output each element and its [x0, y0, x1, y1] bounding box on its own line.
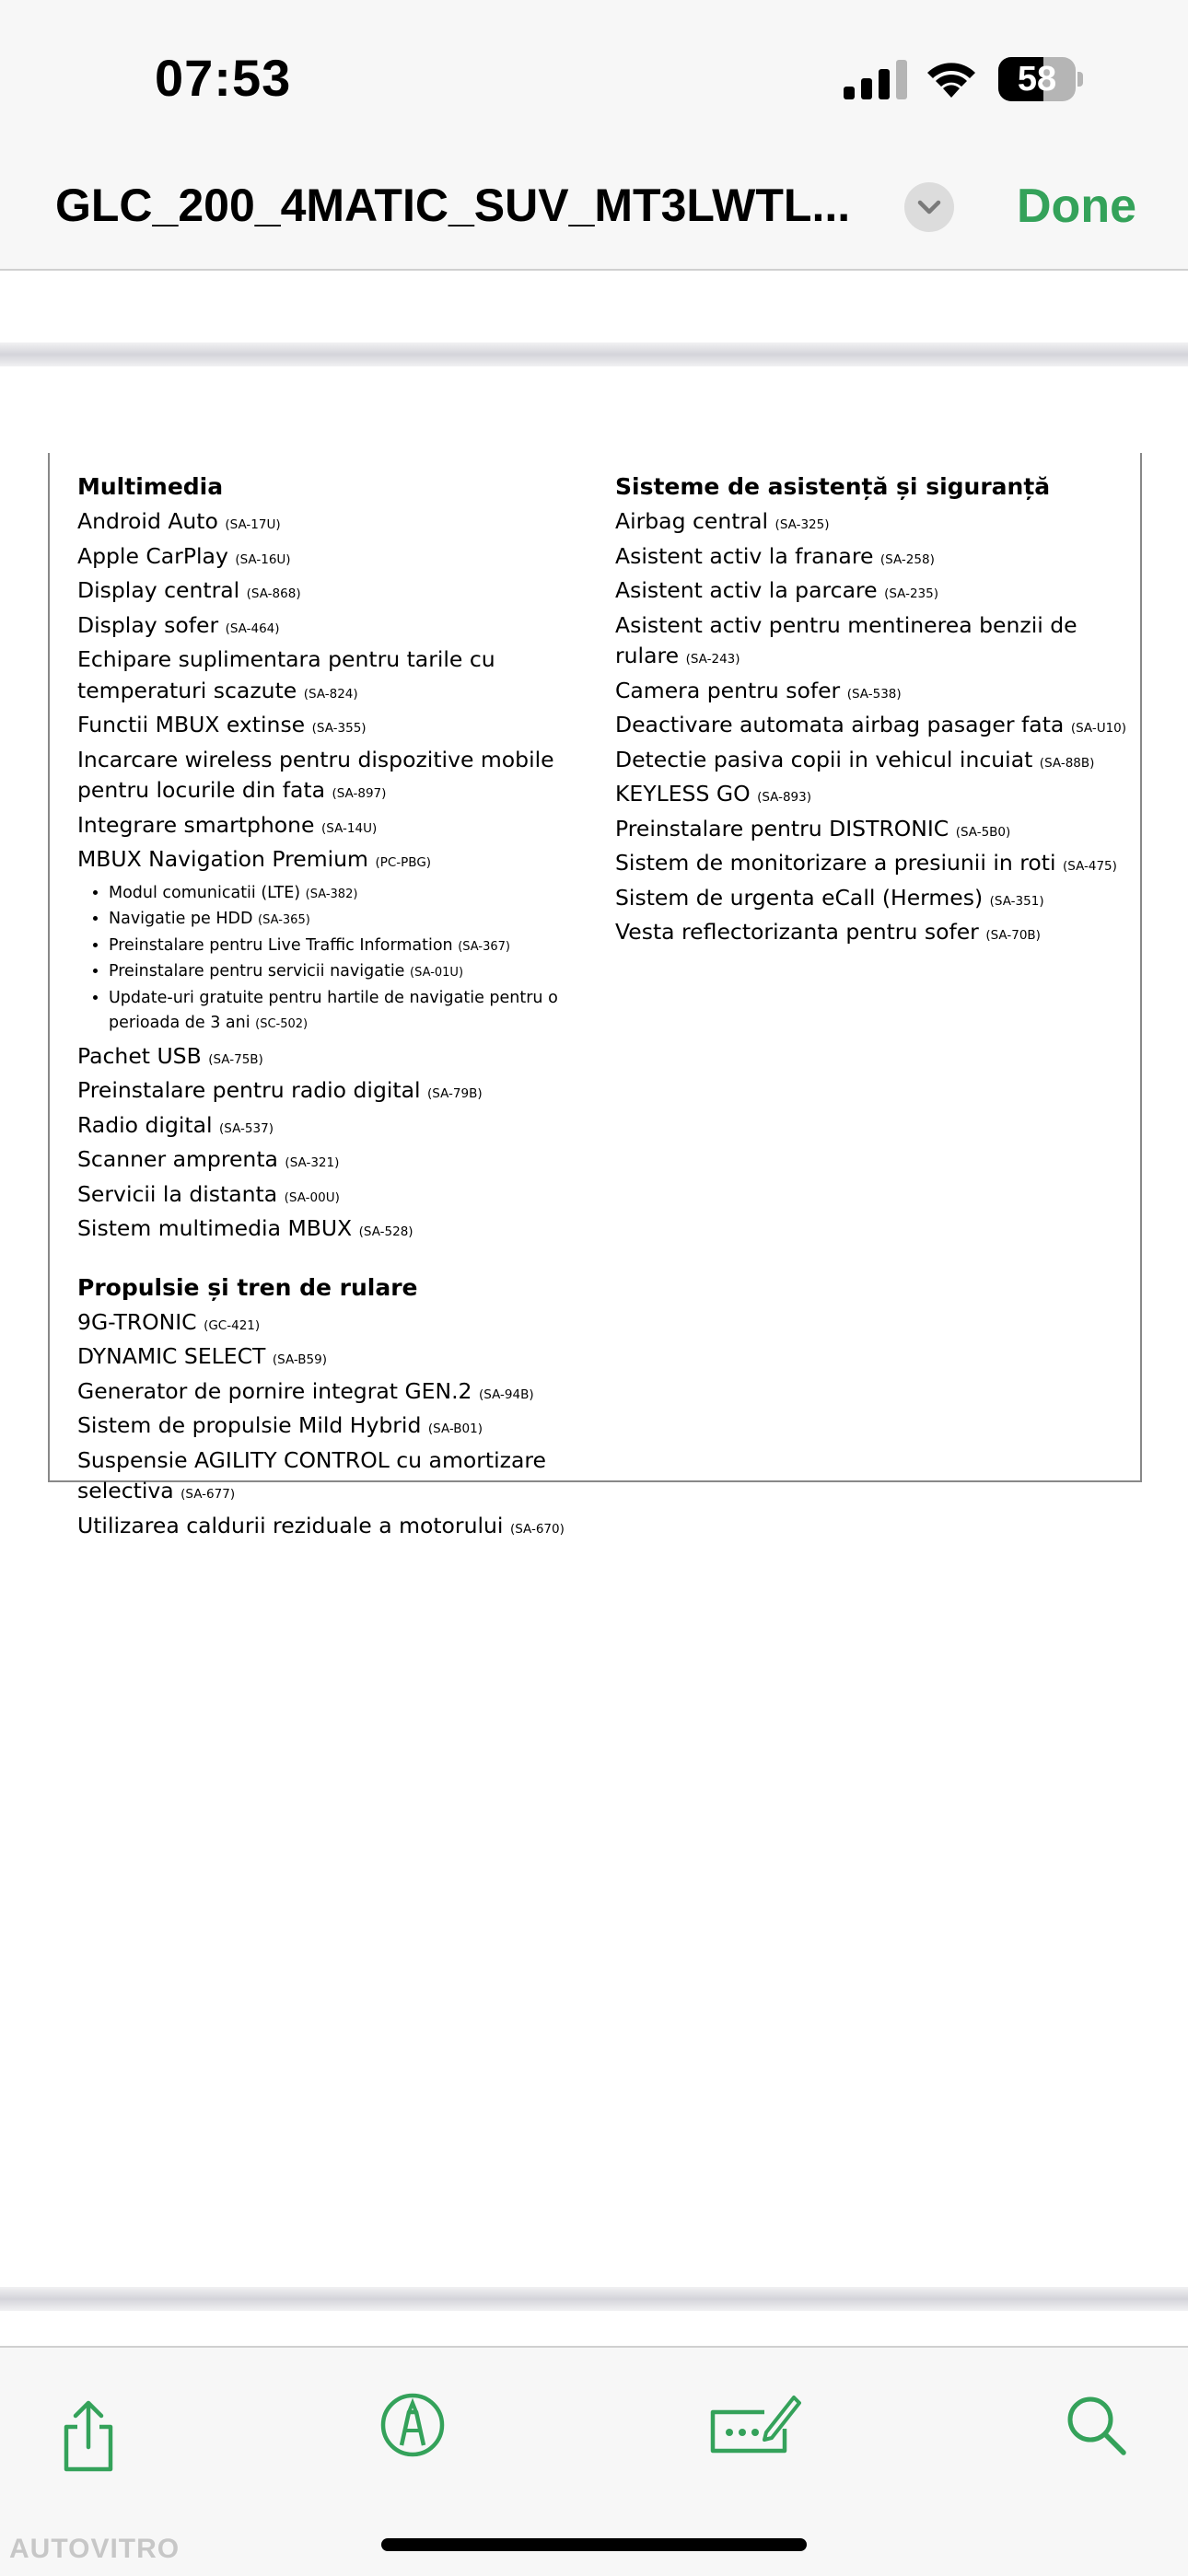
- sub-option-code: (SA-367): [458, 939, 510, 954]
- option-item: [615, 506, 1131, 541]
- option-name: Sistem de monitorizare a presiunii in roti: [615, 850, 1056, 876]
- option-item: [77, 1213, 621, 1248]
- option-item: [77, 1307, 621, 1342]
- option-name: DYNAMIC SELECT: [77, 1343, 266, 1369]
- option-code: (SA-243): [685, 652, 740, 667]
- done-button[interactable]: Done: [1017, 180, 1136, 233]
- siguranta-list: [615, 506, 1131, 952]
- option-name: Utilizarea caldurii reziduale a motorului: [77, 1512, 504, 1538]
- chevron-down-icon: [904, 182, 954, 232]
- sub-option-name: Navigatie pe HDD: [109, 910, 253, 928]
- sub-option-item: [109, 881, 621, 908]
- option-name: Functii MBUX extinse: [77, 712, 306, 737]
- share-icon[interactable]: [59, 2399, 118, 2473]
- option-name: Servicii la distanta: [77, 1180, 278, 1207]
- section-title-propulsie: Propulsie și tren de rulare: [77, 1273, 418, 1301]
- document-title[interactable]: GLC_200_4MATIC_SUV_MT3LWTL...: [55, 180, 851, 231]
- option-item: [615, 779, 1131, 814]
- option-name: Generator de pornire integrat GEN.2: [77, 1377, 472, 1404]
- sub-option-name: Modul comunicatii (LTE): [109, 883, 301, 902]
- option-code: (SA-325): [775, 517, 830, 532]
- option-name: Sistem de propulsie Mild Hybrid: [77, 1412, 422, 1438]
- status-bar: [0, 0, 1188, 147]
- navigation-sublist: [77, 881, 621, 1038]
- option-name: Display sofer: [77, 611, 219, 638]
- option-code: (SA-16U): [235, 551, 291, 567]
- option-code: (SA-893): [757, 790, 811, 805]
- option-name: Preinstalare pentru radio digital: [77, 1077, 421, 1103]
- option-name: Apple CarPlay: [77, 542, 228, 569]
- option-item: [615, 883, 1131, 918]
- markup-icon[interactable]: [379, 2392, 446, 2458]
- option-name: Asistent activ pentru mentinerea benzii de rulare: [615, 611, 1077, 668]
- option-item: [77, 1511, 621, 1546]
- option-item: [77, 1041, 621, 1076]
- option-code: (SA-475): [1062, 859, 1117, 874]
- option-item: [77, 844, 621, 879]
- sub-option-item: [109, 986, 621, 1038]
- option-code: (SA-B01): [427, 1421, 483, 1436]
- sub-option-item: [109, 934, 621, 960]
- option-code: (SA-88B): [1039, 755, 1095, 771]
- option-code: (PC-PBG): [375, 855, 432, 870]
- battery-percentage: 58: [1017, 60, 1057, 99]
- option-code: (SA-538): [846, 686, 902, 702]
- option-code: (SA-677): [181, 1487, 236, 1502]
- option-name: Android Auto: [77, 508, 218, 534]
- multimedia-list-b: [77, 1041, 621, 1248]
- option-code: (SA-00U): [284, 1189, 340, 1205]
- option-code: (GC-421): [204, 1317, 261, 1333]
- option-name: Vesta reflectorizanta pentru sofer: [615, 919, 979, 945]
- sub-option-item: [109, 959, 621, 986]
- option-item: [615, 710, 1131, 745]
- option-name: KEYLESS GO: [615, 781, 751, 806]
- option-name: Preinstalare pentru DISTRONIC: [615, 815, 949, 841]
- section-title-multimedia: Multimedia: [77, 473, 224, 500]
- option-name: Deactivare automata airbag pasager fata: [615, 712, 1065, 737]
- page-separator: [0, 2287, 1188, 2311]
- page-separator: [0, 342, 1188, 366]
- sub-option-code: (SA-365): [258, 913, 310, 927]
- option-code: (SA-235): [884, 586, 938, 601]
- option-name: Display central: [77, 577, 240, 603]
- sub-option-item: [109, 907, 621, 934]
- option-code: (SA-321): [285, 1155, 340, 1170]
- option-name: Sistem multimedia MBUX: [77, 1215, 353, 1241]
- status-time: 07:53: [155, 49, 292, 107]
- option-name: Radio digital: [77, 1111, 213, 1138]
- option-item: [615, 676, 1131, 711]
- option-code: (SA-670): [509, 1521, 565, 1537]
- option-code: (SA-464): [225, 621, 280, 636]
- home-indicator[interactable]: [381, 2538, 807, 2551]
- sub-option-code: (SA-01U): [410, 966, 464, 980]
- option-name: MBUX Navigation Premium: [77, 846, 368, 872]
- option-name: Integrare smartphone: [77, 811, 315, 838]
- option-item: [77, 745, 621, 810]
- signature-icon[interactable]: [709, 2390, 801, 2458]
- multimedia-list-a: [77, 506, 621, 879]
- option-code: (SA-17U): [225, 517, 281, 532]
- navigation-bar: [0, 147, 1188, 271]
- section-title-siguranta: Sisteme de asistență și siguranță: [615, 473, 1051, 500]
- option-item: [77, 1341, 621, 1376]
- option-item: [615, 814, 1131, 849]
- option-name: Suspensie AGILITY CONTROL cu amortizare selectiva: [77, 1446, 546, 1503]
- sub-option-name: Preinstalare pentru Live Traffic Information: [109, 935, 453, 955]
- option-item: [615, 917, 1131, 952]
- option-item: [77, 710, 621, 745]
- option-code: (SA-5B0): [955, 824, 1011, 840]
- option-item: [615, 575, 1131, 610]
- left-column: [77, 471, 621, 1545]
- watermark: AUTOVITRO: [9, 2534, 181, 2564]
- option-code: (SA-824): [303, 686, 358, 702]
- option-name: Camera pentru sofer: [615, 677, 841, 703]
- option-item: [77, 1075, 621, 1110]
- option-code: (SA-79B): [427, 1086, 483, 1101]
- option-name: 9G-TRONIC: [77, 1308, 197, 1335]
- wifi-icon: [923, 55, 980, 99]
- option-code: (SA-528): [358, 1224, 413, 1239]
- propulsie-list: [77, 1307, 621, 1546]
- sub-option-code: (SA-382): [305, 887, 358, 901]
- search-icon[interactable]: [1065, 2394, 1129, 2458]
- option-name: Detectie pasiva copii in vehicul incuiat: [615, 746, 1033, 772]
- sub-option-name: Update-uri gratuite pentru hartile de navigatie pentru o perioada de 3 ani: [109, 988, 558, 1032]
- option-code: (SA-14U): [321, 820, 378, 836]
- option-item: [77, 610, 621, 645]
- option-item: [615, 610, 1131, 676]
- option-name: Airbag central: [615, 508, 769, 534]
- option-name: Sistem de urgenta eCall (Hermes): [615, 884, 984, 911]
- option-item: [77, 506, 621, 541]
- option-code: (SA-868): [246, 586, 301, 601]
- option-code: (SA-B59): [272, 1352, 327, 1367]
- option-name: Incarcare wireless pentru dispozitive mobile pentru locurile din fata: [77, 746, 554, 803]
- option-name: Echipare suplimentara pentru tarile cu temperaturi scazute: [77, 646, 495, 703]
- option-name: Asistent activ la franare: [615, 542, 874, 569]
- battery-icon: [998, 57, 1083, 101]
- option-item: [77, 644, 621, 710]
- option-code: (SA-94B): [479, 1387, 534, 1402]
- option-item: [77, 1445, 621, 1511]
- option-code: (SA-70B): [985, 928, 1041, 943]
- option-code: (SA-258): [879, 551, 935, 567]
- option-name: Pachet USB: [77, 1042, 202, 1069]
- sub-option-name: Preinstalare pentru servicii navigatie: [109, 962, 405, 981]
- option-code: (SA-U10): [1070, 721, 1127, 736]
- option-item: [77, 1410, 621, 1445]
- option-code: (SA-351): [989, 893, 1044, 909]
- option-item: [77, 541, 621, 576]
- option-name: Asistent activ la parcare: [615, 577, 878, 603]
- option-item: [77, 1110, 621, 1145]
- option-item: [615, 848, 1131, 883]
- option-code: (SA-537): [219, 1120, 274, 1136]
- option-item: [77, 1179, 621, 1214]
- option-code: (SA-897): [332, 786, 387, 801]
- document-page: [48, 453, 1142, 1538]
- option-item: [77, 1144, 621, 1179]
- right-column: [615, 471, 1131, 952]
- option-item: [77, 575, 621, 610]
- option-name: Scanner amprenta: [77, 1146, 278, 1172]
- cellular-signal-icon: [842, 59, 910, 99]
- option-item: [77, 1376, 621, 1411]
- option-item: [615, 541, 1131, 576]
- option-code: (SA-355): [311, 721, 367, 736]
- option-code: (SA-75B): [208, 1051, 263, 1067]
- title-menu-button[interactable]: [904, 182, 954, 232]
- option-item: [77, 810, 621, 845]
- option-item: [615, 745, 1131, 780]
- sub-option-code: (SC-502): [255, 1017, 309, 1031]
